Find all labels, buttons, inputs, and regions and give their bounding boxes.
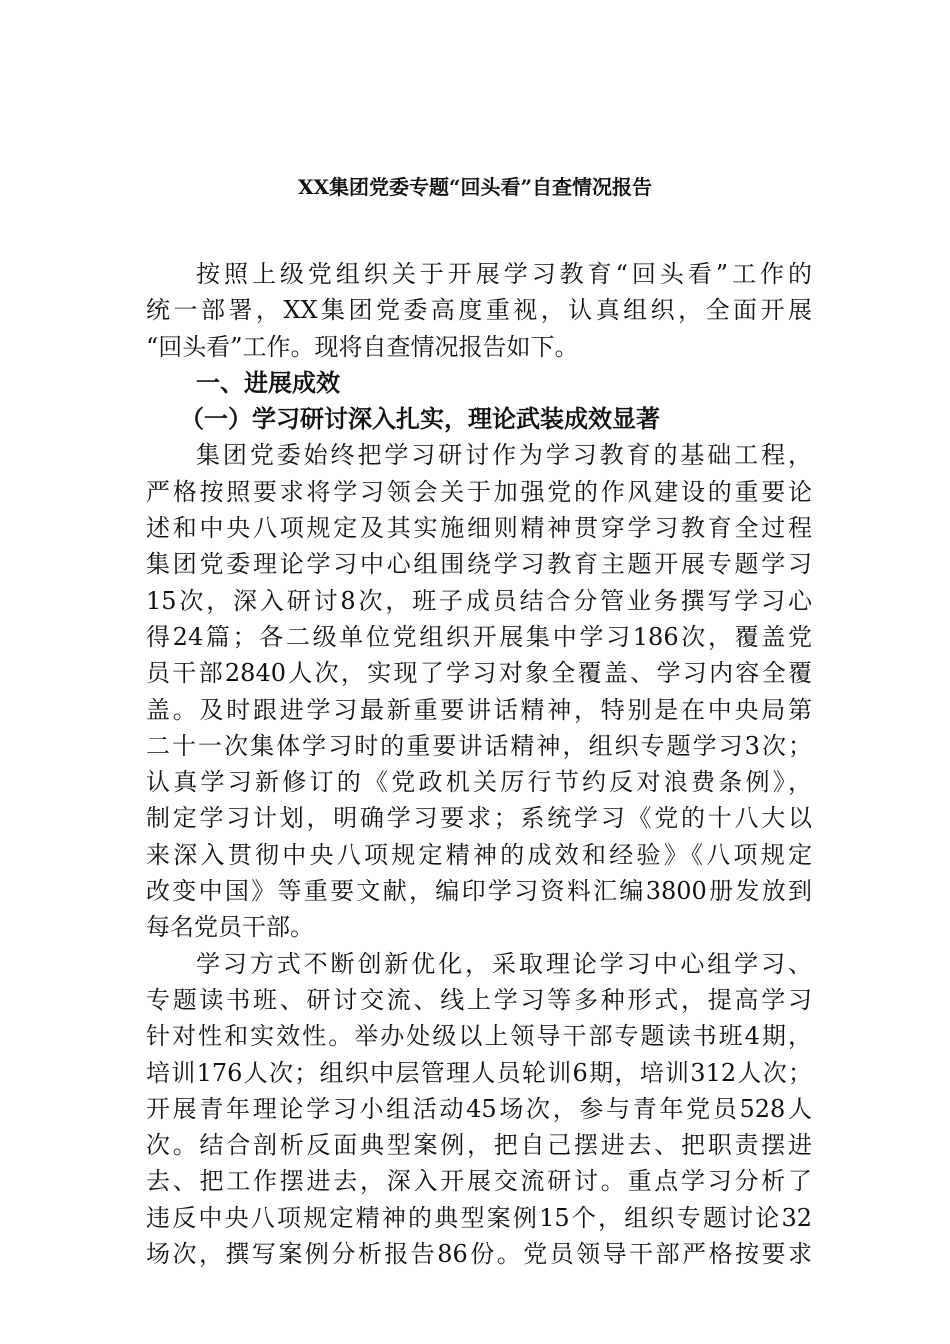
paragraph-line: 认真学习新修订的《党政机关厉行节约反对浪费条例》， xyxy=(146,768,812,797)
paragraph-line: 专题读书班、研讨交流、线上学习等多种形式，提高学习 xyxy=(146,985,812,1014)
paragraph-line: 15次，深入研讨8次，班子成员结合分管业务撰写学习心 xyxy=(146,586,812,615)
paragraph-line: 场次，撰写案例分析报告86份。党员领导干部严格按要求 xyxy=(146,1240,812,1269)
paragraph-line: 培训176人次；组织中层管理人员轮训6期，培训312人次； xyxy=(146,1058,812,1087)
paragraph-line: 制定学习计划，明确学习要求；系统学习《党的十八大以 xyxy=(146,804,812,833)
paragraph-line: 二十一次集体学习时的重要讲话精神，组织专题学习3次； xyxy=(146,731,812,760)
paragraph-line: 员干部2840人次，实现了学习对象全覆盖、学习内容全覆 xyxy=(146,659,812,688)
document-title: XX集团党委专题“回头看”自查情况报告 xyxy=(297,175,653,199)
paragraph-line: 盖。及时跟进学习最新重要讲话精神，特别是在中央局第 xyxy=(146,695,812,724)
paragraph-line: 集团党委始终把学习研讨作为学习教育的基础工程， xyxy=(196,441,812,470)
paragraph-line: 次。结合剖析反面典型案例，把自己摆进去、把职责摆进 xyxy=(146,1131,812,1160)
paragraph-line: 学习方式不断创新优化，采取理论学习中心组学习、 xyxy=(196,949,812,978)
paragraph-line: 针对性和实效性。举办处级以上领导干部专题读书班4期， xyxy=(146,1022,812,1051)
paragraph-line: 去、把工作摆进去，深入开展交流研讨。重点学习分析了 xyxy=(146,1167,812,1196)
paragraph-line: 开展青年理论学习小组活动45场次，参与青年党员528人 xyxy=(146,1094,812,1123)
paragraph-line: 按照上级党组织关于开展学习教育“回头看”工作的 xyxy=(196,260,812,288)
paragraph-line: “回头看”工作。现将自查情况报告如下。 xyxy=(146,332,579,361)
paragraph-line: 每名党员干部。 xyxy=(146,913,314,942)
paragraph-line: 集团党委理论学习中心组围绕学习教育主题开展专题学习 xyxy=(146,550,812,579)
paragraph-line: 改变中国》等重要文献，编印学习资料汇编3800册发放到 xyxy=(146,877,812,906)
paragraph-line: 得24篇；各二级单位党组织开展集中学习186次，覆盖党 xyxy=(146,622,812,651)
section-heading: 一、进展成效 xyxy=(196,368,340,397)
subsection-heading: （一）学习研讨深入扎实，理论武装成效显著 xyxy=(180,404,660,434)
paragraph-line: 严格按照要求将学习领会关于加强党的作风建设的重要论 xyxy=(146,477,812,506)
paragraph-line: 述和中央八项规定及其实施细则精神贯穿学习教育全过程 xyxy=(146,514,812,543)
paragraph-line: 违反中央八项规定精神的典型案例15个，组织专题讨论32 xyxy=(146,1203,812,1232)
paragraph-line: 统一部署，XX集团党委高度重视，认真组织，全面开展 xyxy=(146,296,812,325)
paragraph-line: 来深入贯彻中央八项规定精神的成效和经验》《八项规定 xyxy=(146,840,812,869)
document-body xyxy=(146,256,812,1272)
